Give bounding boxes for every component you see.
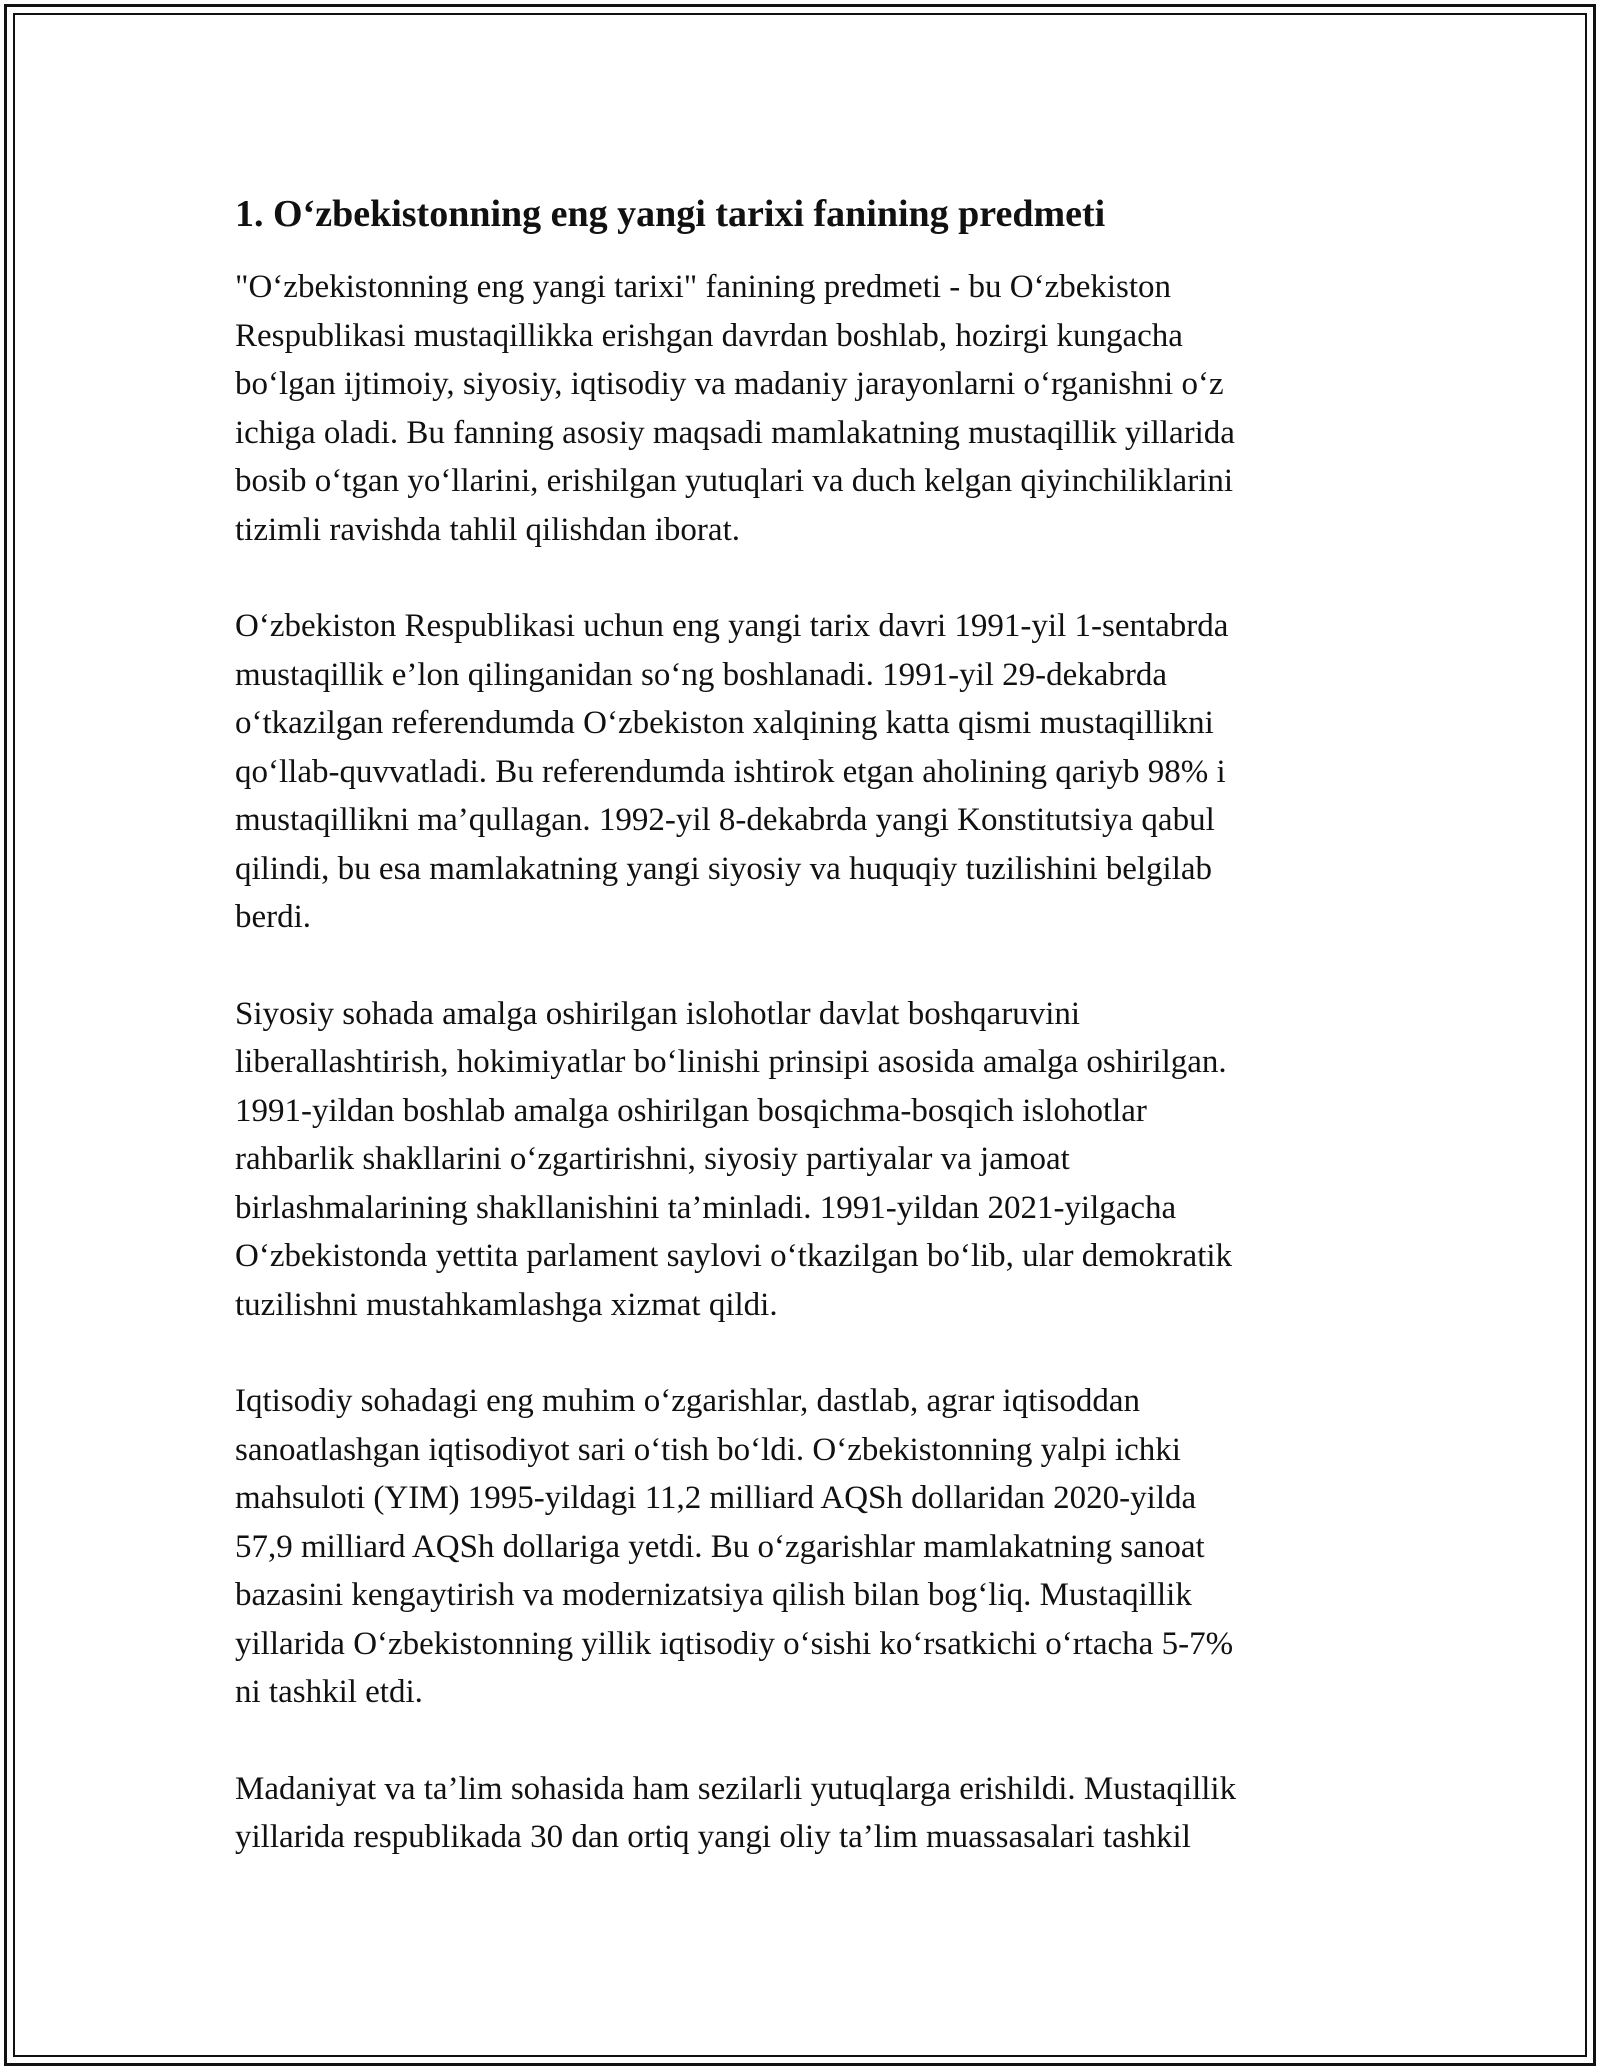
text-line: birlashmalarining shakllanishini ta’minladi. 1991-yildan 2021-yilgacha (235, 1189, 1177, 1226)
text-line: Iqtisodiy sohadagi eng muhim o‘zgarishlar, dastlab, agrar iqtisoddan (235, 1383, 1141, 1419)
text-line: 57,9 milliard AQSh dollariga yetdi. Bu o‘zgarishlar mamlakatning sanoat (235, 1528, 1205, 1565)
text-line: Madaniyat va ta’lim sohasida ham sezilarli yutuqlarga erishildi. Mustaqillik (235, 1770, 1237, 1807)
text-line: mustaqillik e’lon qilinganidan so‘ng boshlanadi. 1991-yil 29-dekabrda (235, 656, 1168, 693)
paragraph-culture (235, 1765, 1365, 1862)
text-line: Siyosiy sohada amalga oshirilgan islohotlar davlat boshqaruvini (235, 995, 1081, 1032)
text-line: O‘zbekistonda yettita parlament saylovi o‘tkazilgan bo‘lib, ular demokratik (235, 1238, 1233, 1274)
text-line: yillarida O‘zbekistonning yillik iqtisodiy o‘sishi ko‘rsatkichi o‘rtacha 5-7% (235, 1625, 1234, 1662)
text-line: rahbarlik shakllarini o‘zgartirishni, siyosiy partiyalar va jamoat (235, 1141, 1070, 1177)
text-line: berdi. (235, 899, 312, 935)
text-line: sanoatlashgan iqtisodiyot sari o‘tish bo‘ldi. O‘zbekistonning yalpi ichki (235, 1431, 1181, 1468)
text-line: ichiga oladi. Bu fanning asosiy maqsadi mamlakatning mustaqillik yillarida (235, 414, 1235, 451)
text-line: tizimli ravishda tahlil qilishdan iborat. (235, 511, 740, 548)
text-line: bazasini kengaytirish va modernizatsiya qilish bilan bog‘liq. Mustaqillik (235, 1577, 1192, 1613)
section-heading: 1. O‘zbekistonning eng yangi tarixi fanining predmeti (235, 193, 1106, 235)
text-line: qilindi, bu esa mamlakatning yangi siyosiy va huquqiy tuzilishini belgilab (235, 850, 1213, 887)
document-body (235, 185, 1365, 1862)
paragraph-politics (235, 990, 1365, 1330)
text-line: tuzilishni mustahkamlashga xizmat qildi. (235, 1286, 778, 1323)
text-line: mahsuloti (YIM) 1995-yildagi 11,2 milliard AQSh dollaridan 2020-yilda (235, 1480, 1197, 1516)
text-line: liberallashtirish, hokimiyatlar bo‘linishi prinsipi asosida amalga oshirilgan. (235, 1044, 1227, 1080)
text-line: bo‘lgan ijtimoiy, siyosiy, iqtisodiy va madaniy jarayonlarni o‘rganishni o‘z (235, 366, 1224, 402)
text-line: bosib o‘tgan yo‘llarini, erishilgan yutuqlari va duch kelgan qiyinchiliklarini (235, 463, 1234, 499)
text-line: Respublikasi mustaqillikka erishgan davrdan boshlab, hozirgi kungacha (235, 317, 1183, 354)
paragraph-subject (235, 263, 1365, 554)
text-line: O‘zbekiston Respublikasi uchun eng yangi tarix davri 1991-yil 1-sentabrda (235, 608, 1229, 644)
text-line: o‘tkazilgan referendumda O‘zbekiston xalqining katta qismi mustaqillikni (235, 705, 1214, 741)
paragraph-independence (235, 602, 1365, 942)
text-line: qo‘llab-quvvatladi. Bu referendumda ishtirok etgan aholining qariyb 98% i (235, 753, 1226, 790)
text-line: "O‘zbekistonning eng yangi tarixi" fanining predmeti - bu O‘zbekiston (235, 269, 1172, 305)
text-line: ni tashkil etdi. (235, 1674, 423, 1710)
text-line: yillarida respublikada 30 dan ortiq yangi oliy ta’lim muassasalari tashkil (235, 1819, 1191, 1855)
paragraph-economy (235, 1377, 1365, 1717)
text-line: 1991-yildan boshlab amalga oshirilgan bosqichma-bosqich islohotlar (235, 1092, 1147, 1129)
text-line: mustaqillikni ma’qullagan. 1992-yil 8-dekabrda yangi Konstitutsiya qabul (235, 802, 1215, 838)
